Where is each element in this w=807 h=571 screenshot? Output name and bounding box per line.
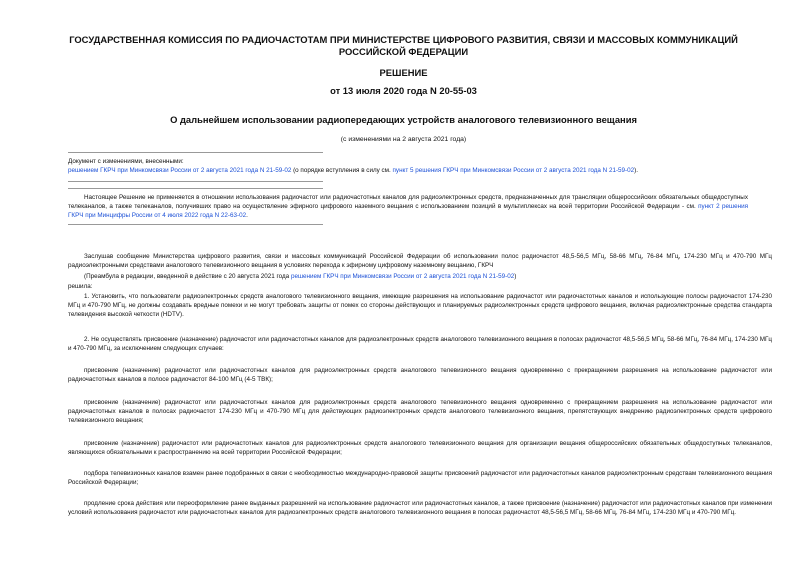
preamble-edition-end: ): [514, 273, 517, 280]
exception-case: присвоение (назначение) радиочастот или радиочастотных каналов для радиоэлектронных средств аналогового телевизионного вещания одновременно с прекращением разрешения на использование радиочастот или радиочастотных каналов в полосах радиочастот 174-230 МГц и 470-790 МГц для действующих радиоэлектронных средств аналогового телевизионного вещания, препятствующих внедрению радиоэлектронных средств цифрового телевизионного вещания;: [68, 399, 772, 424]
preamble-edition-link[interactable]: решением ГКРЧ при Минкомсвязи России от 2 августа 2021 года N 21-59-02: [290, 273, 515, 280]
applicability-note-text: Настоящее Решение не применяется в отношении использования радиочастот или радиочастотных каналов для радиоэлектронных средств, предназначенных для трансляции общероссийских обязательных общедоступных телеканалов, а также телеканалов, получивших право на осуществление эфирного цифрового наземного вещания с использованием позиций в мультиплексах на всей территории Российской Федерации - см.: [68, 194, 748, 210]
document-type: РЕШЕНИЕ: [379, 67, 428, 78]
changes-subtitle: (с изменениями на 2 августа 2021 года): [340, 136, 467, 143]
changes-note-line: [68, 166, 748, 175]
changes-note-end: ).: [634, 167, 639, 174]
document-title: О дальнейшем использовании радиопередающих устройств аналогового телевизионного вещания: [170, 114, 637, 125]
preamble: Заслушав сообщение Министерства цифрового развития, связи и массовых коммуникаций Российской Федерации об использовании полос радиочастот 48,5-56,5 МГц, 58-66 МГц, 76-84 МГц, 174-230 МГц и 470-790 МГц радиоэлектронными средствами аналогового телевизионного вещания в условиях перехода к эфирному цифровому наземному вещанию, ГКРЧ: [68, 253, 772, 269]
applicability-note-end: .: [246, 212, 248, 219]
issuing-authority: ГОСУДАРСТВЕННАЯ КОМИССИЯ ПО РАДИОЧАСТОТАМ ПРИ МИНИСТЕРСТВЕ ЦИФРОВОГО РАЗВИТИЯ, СВЯЗИ И МАССОВЫХ КОММУНИКАЦИЙ РОССИЙСКОЙ ФЕДЕРАЦИИ: [69, 34, 738, 57]
applicability-link[interactable]: пункт 2 решения ГКРЧ при Минцифры России от 4 июля 2022 года N 22-63-02: [68, 203, 748, 219]
exception-case: присвоение (назначение) радиочастот или радиочастотных каналов для радиоэлектронных средств аналогового телевизионного вещания одновременно с прекращением разрешения на использование радиочастот или радиочастотных каналов в полосе радиочастот 84-100 МГц (4-5 ТВК);: [68, 367, 772, 383]
changes-note: [68, 157, 748, 175]
exception-case: продление срока действия или переоформление ранее выданных разрешений на использование радиочастот или радиочастотных каналов, а также присвоение (назначение) радиочастот или радиочастотных каналов при изменении условий использования радиочастот или радиочастотных каналов для радиоэлектронных средств аналогового телевизионного вещания в полосах радиочастот 48,5-56,5 МГц, 58-66 МГц, 76-84 МГц, 174-230 МГц и 470-790 МГц.: [68, 500, 772, 516]
changes-note-text: (о порядке вступления в силу см.: [291, 167, 393, 174]
document-date: от 13 июля 2020 года N 20-55-03: [330, 85, 477, 96]
amendment-link[interactable]: решением ГКРЧ при Минкомсвязи России от 2 августа 2021 года N 21-59-02: [68, 167, 292, 174]
applicability-note: [68, 193, 748, 220]
exception-case: присвоение (назначение) радиочастот или радиочастотных каналов для радиоэлектронных средств аналогового телевизионного вещания для организации вещания общероссийских обязательных общедоступных телеканалов, являющихся обязательными к распространению на всей территории Российской Федерации;: [68, 440, 772, 456]
changes-note-intro: Документ с изменениями, внесенными:: [68, 158, 184, 165]
divider: [68, 152, 323, 153]
divider: [68, 224, 323, 225]
preamble-edition-note: [84, 272, 772, 281]
paragraph-2: 2. Не осуществлять присвоение (назначение) радиочастот или радиочастотных каналов для радиоэлектронных средств аналогового телевизионного вещания в полосах радиочастот 48,5-56,5 МГц, 58-66 МГц, 76-84 МГц, 174-230 МГц и 470-790 МГц, за исключением следующих случаев:: [68, 336, 772, 352]
entry-into-force-link[interactable]: пункт 5 решения ГКРЧ при Минкомсвязи России от 2 августа 2021 года N 21-59-02: [392, 167, 635, 174]
exception-case: подбора телевизионных каналов взамен ранее подобранных в связи с необходимостью международно-правовой защиты присвоений радиочастот или радиочастотных каналов радиоэлектронным средствам телевизионного вещания Российской Федерации;: [68, 470, 772, 486]
preamble-edition-text: (Преамбула в редакции, введенной в действие с 20 августа 2021 года: [84, 273, 291, 280]
paragraph-1: 1. Установить, что пользователи радиоэлектронных средств аналогового телевизионного вещания, имеющие разрешения на использование радиочастот или радиочастотных каналов и использующие полосы радиочастот 174-230 МГц и 470-790 МГц, не должны создавать вредные помехи и не могут требовать защиты от помех со стороны действующих и планируемых радиоэлектронных средств цифрового вещания, включая радиоэлектронные средства стандарта телевидения высокой четкости (HDTV).: [68, 293, 772, 318]
divider: [68, 181, 323, 182]
divider: [68, 188, 323, 189]
decided-label: решила:: [68, 283, 93, 290]
